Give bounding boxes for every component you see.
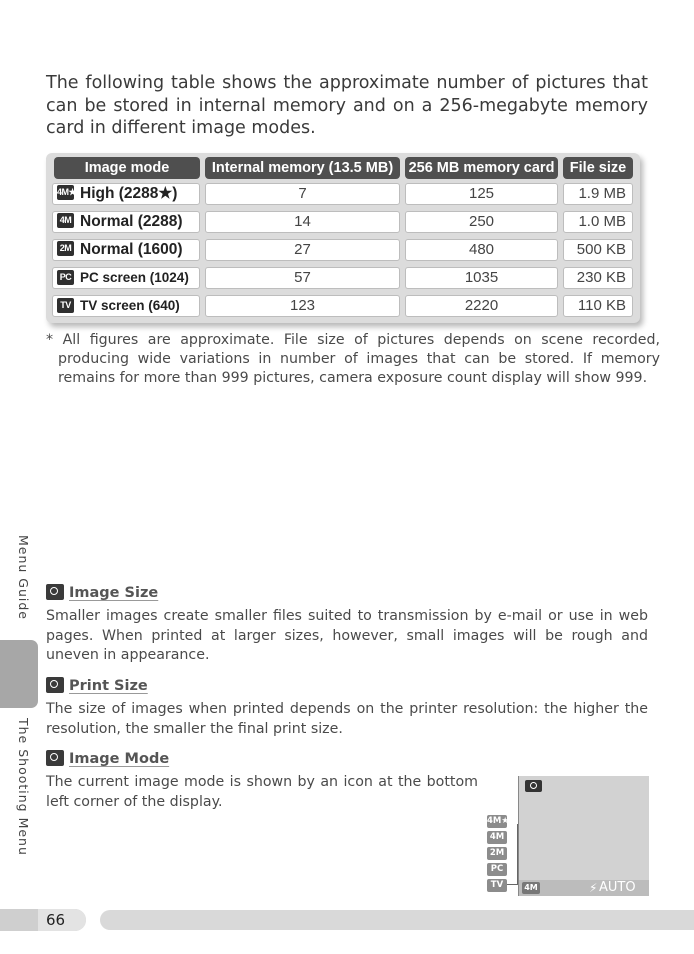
image-mode-icon: PC: [57, 270, 74, 285]
section-title: Image Mode: [69, 751, 170, 767]
page-number: 66: [46, 911, 66, 929]
image-mode-icon: 4M: [57, 213, 74, 228]
display-status-bar: [519, 880, 649, 896]
mode-label: TV screen (640): [80, 298, 180, 313]
table-cell-internal: 57: [205, 267, 400, 289]
table-cell-card: 250: [405, 211, 558, 233]
table-row-mode: [52, 267, 200, 289]
table-footnote: * All figures are approximate. File size of pictures depends on scene recorded, producing wide variations in number of images that can be stored. If memory remains for more than 999 pictures, camera exposure count display will show 999.: [46, 332, 660, 386]
camera-monitor-display: [518, 776, 649, 896]
header-internal-memory: Internal memory (13.5 MB): [205, 157, 400, 179]
table-cell-card: 125: [405, 183, 558, 205]
header-image-mode: Image mode: [54, 157, 200, 179]
image-mode-icon: 4M: [487, 831, 507, 844]
section-print-size-heading: [46, 676, 148, 696]
intro-paragraph: The following table shows the approximate number of pictures that can be stored in internal memory and on a 256-megabyte memory card in different image modes.: [46, 73, 648, 138]
table-cell-card: 480: [405, 239, 558, 261]
table-cell-size: 110 KB: [563, 295, 633, 317]
footer-bar: [100, 910, 694, 930]
table-cell-internal: 14: [205, 211, 400, 233]
flash-mode-label: AUTO: [599, 880, 636, 895]
mode-label: High (2288★): [80, 185, 178, 202]
table-cell-size: 500 KB: [563, 239, 633, 261]
table-cell-internal: 27: [205, 239, 400, 261]
pointer-bracket: [507, 824, 518, 885]
section-image-size-heading: [46, 583, 158, 603]
table-cell-internal: 123: [205, 295, 400, 317]
image-mode-icon: TV: [487, 879, 507, 892]
image-mode-icon: TV: [57, 298, 74, 313]
table-cell-size: 1.9 MB: [563, 183, 633, 205]
image-mode-icon: 2M: [57, 241, 74, 256]
image-mode-icon: 2M: [487, 847, 507, 860]
image-mode-icon: 4M★: [487, 816, 509, 826]
mode-label: PC screen (1024): [80, 270, 189, 285]
section-image-mode-heading: [46, 749, 169, 769]
table-row-mode: [52, 239, 200, 261]
image-mode-icon: 4M: [522, 882, 540, 894]
table-cell-size: 1.0 MB: [563, 211, 633, 233]
camera-icon: [525, 780, 542, 792]
side-tab-marker: [0, 640, 38, 708]
camera-menu-icon: [46, 677, 64, 693]
image-mode-icon: 4M★: [57, 185, 74, 200]
table-cell-card: 2220: [405, 295, 558, 317]
side-tab-shooting-menu: The Shooting Menu: [16, 718, 31, 856]
image-mode-icon: PC: [487, 863, 507, 876]
table-row-mode: [52, 183, 200, 205]
image-mode-icon-stack: [487, 815, 509, 895]
section-title: Print Size: [69, 678, 148, 694]
section-print-size-body: The size of images when printed depends on the printer resolution: the higher the resolution, the smaller the final print size.: [46, 701, 648, 737]
table-cell-card: 1035: [405, 267, 558, 289]
camera-menu-icon: [46, 584, 64, 600]
table-cell-size: 230 KB: [563, 267, 633, 289]
mode-label: Normal (2288): [80, 213, 183, 230]
header-file-size: File size: [563, 157, 633, 179]
table-cell-internal: 7: [205, 183, 400, 205]
mode-label: Normal (1600): [80, 241, 183, 258]
table-row-mode: [52, 295, 200, 317]
section-image-size-body: Smaller images create smaller files suited to transmission by e-mail or use in web pages. When printed at larger sizes, however, small images will be rough and uneven in appearance.: [46, 608, 648, 663]
flash-icon: ⚡: [589, 881, 598, 895]
section-title: Image Size: [69, 585, 159, 601]
side-tab-menu-guide: Menu Guide: [16, 535, 31, 620]
image-mode-table: [46, 153, 640, 323]
table-row-mode: [52, 211, 200, 233]
header-memory-card: 256 MB memory card: [405, 157, 558, 179]
section-image-mode-body: The current image mode is shown by an icon at the bottom left corner of the display.: [46, 774, 478, 810]
camera-menu-icon: [46, 750, 64, 766]
